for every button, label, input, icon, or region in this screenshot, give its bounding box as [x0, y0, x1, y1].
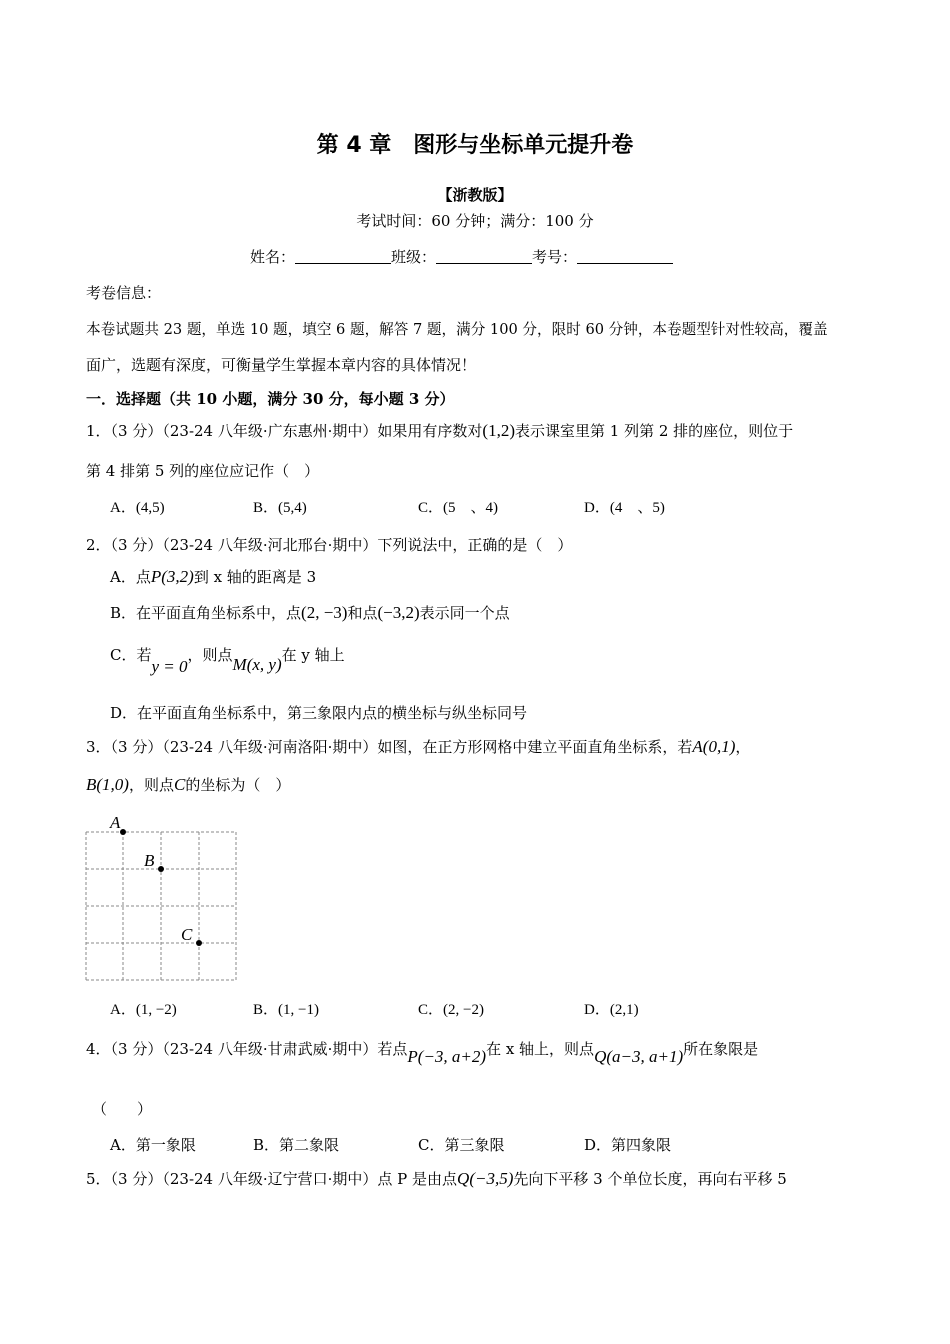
- number-blank[interactable]: [577, 249, 673, 264]
- q4-line2: （ ）: [92, 1100, 153, 1118]
- q2-b-mid: 和点: [347, 604, 378, 622]
- q3-line2-text: ，则点: [128, 776, 174, 794]
- q3-head: 3．（3 分）（23-24 八年级·河南洛阳·期中）如图，在正方形网格中建立平面直角坐标系，若: [86, 738, 693, 756]
- name-fields: [250, 246, 673, 267]
- q3-line2-end: 的坐标为（ ）: [185, 776, 291, 794]
- class-label: 班级：: [391, 248, 437, 266]
- q3-a-point: A(0,1): [692, 737, 736, 756]
- q2-c-math2: M(x, y): [232, 655, 282, 674]
- q1-pair: (1,2): [482, 421, 515, 440]
- q2-b-math2: (−3,2): [377, 603, 420, 622]
- q4-option-b[interactable]: B．第二象限: [253, 1136, 340, 1154]
- q5-q-math: Q(−3,5): [457, 1169, 514, 1188]
- q1-line1: [86, 420, 793, 441]
- q1-line2: 第 4 排第 5 列的座位应记作（ ）: [86, 462, 320, 480]
- point-a: [120, 829, 126, 835]
- q4-tail: 所在象限是: [683, 1040, 759, 1058]
- q4-p-math: P(−3, a+2): [407, 1047, 487, 1066]
- q1-option-a[interactable]: A．(4,5): [110, 500, 165, 516]
- q2-option-a[interactable]: [110, 566, 316, 587]
- q2-a-pre: A．点: [110, 568, 151, 586]
- q1-option-c[interactable]: C．(5 、4): [418, 500, 498, 516]
- q2-option-d[interactable]: D．在平面直角坐标系中，第三象限内点的横坐标与纵坐标同号: [110, 704, 528, 722]
- q4-line1: [86, 1038, 759, 1066]
- q3-option-d[interactable]: D．(2,1): [584, 1002, 639, 1018]
- q2-a-post: 到 x 轴的距离是 3: [193, 568, 317, 586]
- q2-b-post: 表示同一个点: [419, 604, 510, 622]
- q3-line2: [86, 774, 290, 795]
- q5-head: 5．（3 分）（23-24 八年级·辽宁营口·期中）点 P 是由点: [86, 1170, 458, 1188]
- label-b: B: [144, 851, 155, 870]
- grid-lines: [86, 832, 236, 980]
- q1-option-d[interactable]: D．(4 、5): [584, 500, 665, 516]
- q3-option-b[interactable]: B．(1, −1): [253, 1002, 319, 1018]
- info-line-2: 面广，选题有深度，可衡量学生掌握本章内容的具体情况！: [86, 356, 477, 374]
- q2-b-pre: B．在平面直角坐标系中，点: [110, 604, 302, 622]
- q4-head: 4．（3 分）（23-24 八年级·甘肃武威·期中）若点: [86, 1040, 408, 1058]
- q3-b-point: B(1,0): [86, 775, 129, 794]
- q2-c-mid: ，则点: [187, 646, 233, 664]
- q2-a-math: P(3,2): [150, 567, 194, 586]
- q3-option-a[interactable]: A．(1, −2): [110, 1002, 177, 1018]
- name-blank[interactable]: [295, 249, 391, 264]
- page-title: 第 4 章 图形与坐标单元提升卷: [316, 133, 634, 158]
- q2-option-c[interactable]: [110, 644, 345, 676]
- q2-option-b[interactable]: [110, 602, 510, 623]
- q3-line1: [86, 736, 750, 757]
- q3-option-c[interactable]: C．(2, −2): [418, 1002, 484, 1018]
- q5-line1: [86, 1168, 787, 1189]
- q5-tail: 先向下平移 3 个单位长度，再向右平移 5: [513, 1170, 787, 1188]
- label-c: C: [181, 925, 193, 944]
- q4-option-d[interactable]: D．第四象限: [584, 1136, 672, 1154]
- point-c: [196, 940, 202, 946]
- q3-c-var: C: [173, 775, 186, 794]
- label-a: A: [110, 813, 121, 832]
- info-heading: 考卷信息：: [86, 284, 162, 302]
- q2-c-post: 在 y 轴上: [281, 646, 345, 664]
- name-label: 姓名：: [250, 248, 296, 266]
- q3-comma: ，: [735, 738, 751, 756]
- q2-c-pre: C．若: [110, 646, 152, 664]
- section-heading: 一．选择题（共 10 小题，满分 30 分，每小题 3 分）: [86, 390, 455, 408]
- info-line-1: 本卷试题共 23 题，单选 10 题，填空 6 题，解答 7 题，满分 100 分，限时 60 分钟，本卷题型针对性较高，覆盖: [86, 321, 828, 338]
- number-label: 考号：: [532, 248, 578, 266]
- q4-mid: 在 x 轴上，则点: [486, 1040, 595, 1058]
- q2-c-math1: y = 0: [151, 657, 188, 676]
- q4-option-c[interactable]: C．第三象限: [418, 1136, 505, 1154]
- q2-head: 2．（3 分）（23-24 八年级·河北邢台·期中）下列说法中，正确的是（ ）: [86, 536, 573, 554]
- q3-grid-svg: [86, 812, 238, 982]
- q3-grid-figure: [86, 812, 238, 982]
- point-b: [158, 866, 164, 872]
- q1-head: 1．（3 分）（23-24 八年级·广东惠州·期中）如果用有序数对: [86, 422, 483, 440]
- exam-time: 考试时间：60 分钟；满分：100 分: [356, 212, 594, 230]
- q2-b-math1: (2, −3): [301, 603, 348, 622]
- q1-tail: 表示课室里第 1 列第 2 排的座位，则位于: [514, 422, 794, 440]
- q1-option-b[interactable]: B．(5,4): [253, 500, 307, 516]
- q4-option-a[interactable]: A．第一象限: [110, 1136, 196, 1154]
- edition-label: 【浙教版】: [437, 186, 513, 204]
- class-blank[interactable]: [436, 249, 532, 264]
- q4-q-math: Q(a−3, a+1): [594, 1047, 684, 1066]
